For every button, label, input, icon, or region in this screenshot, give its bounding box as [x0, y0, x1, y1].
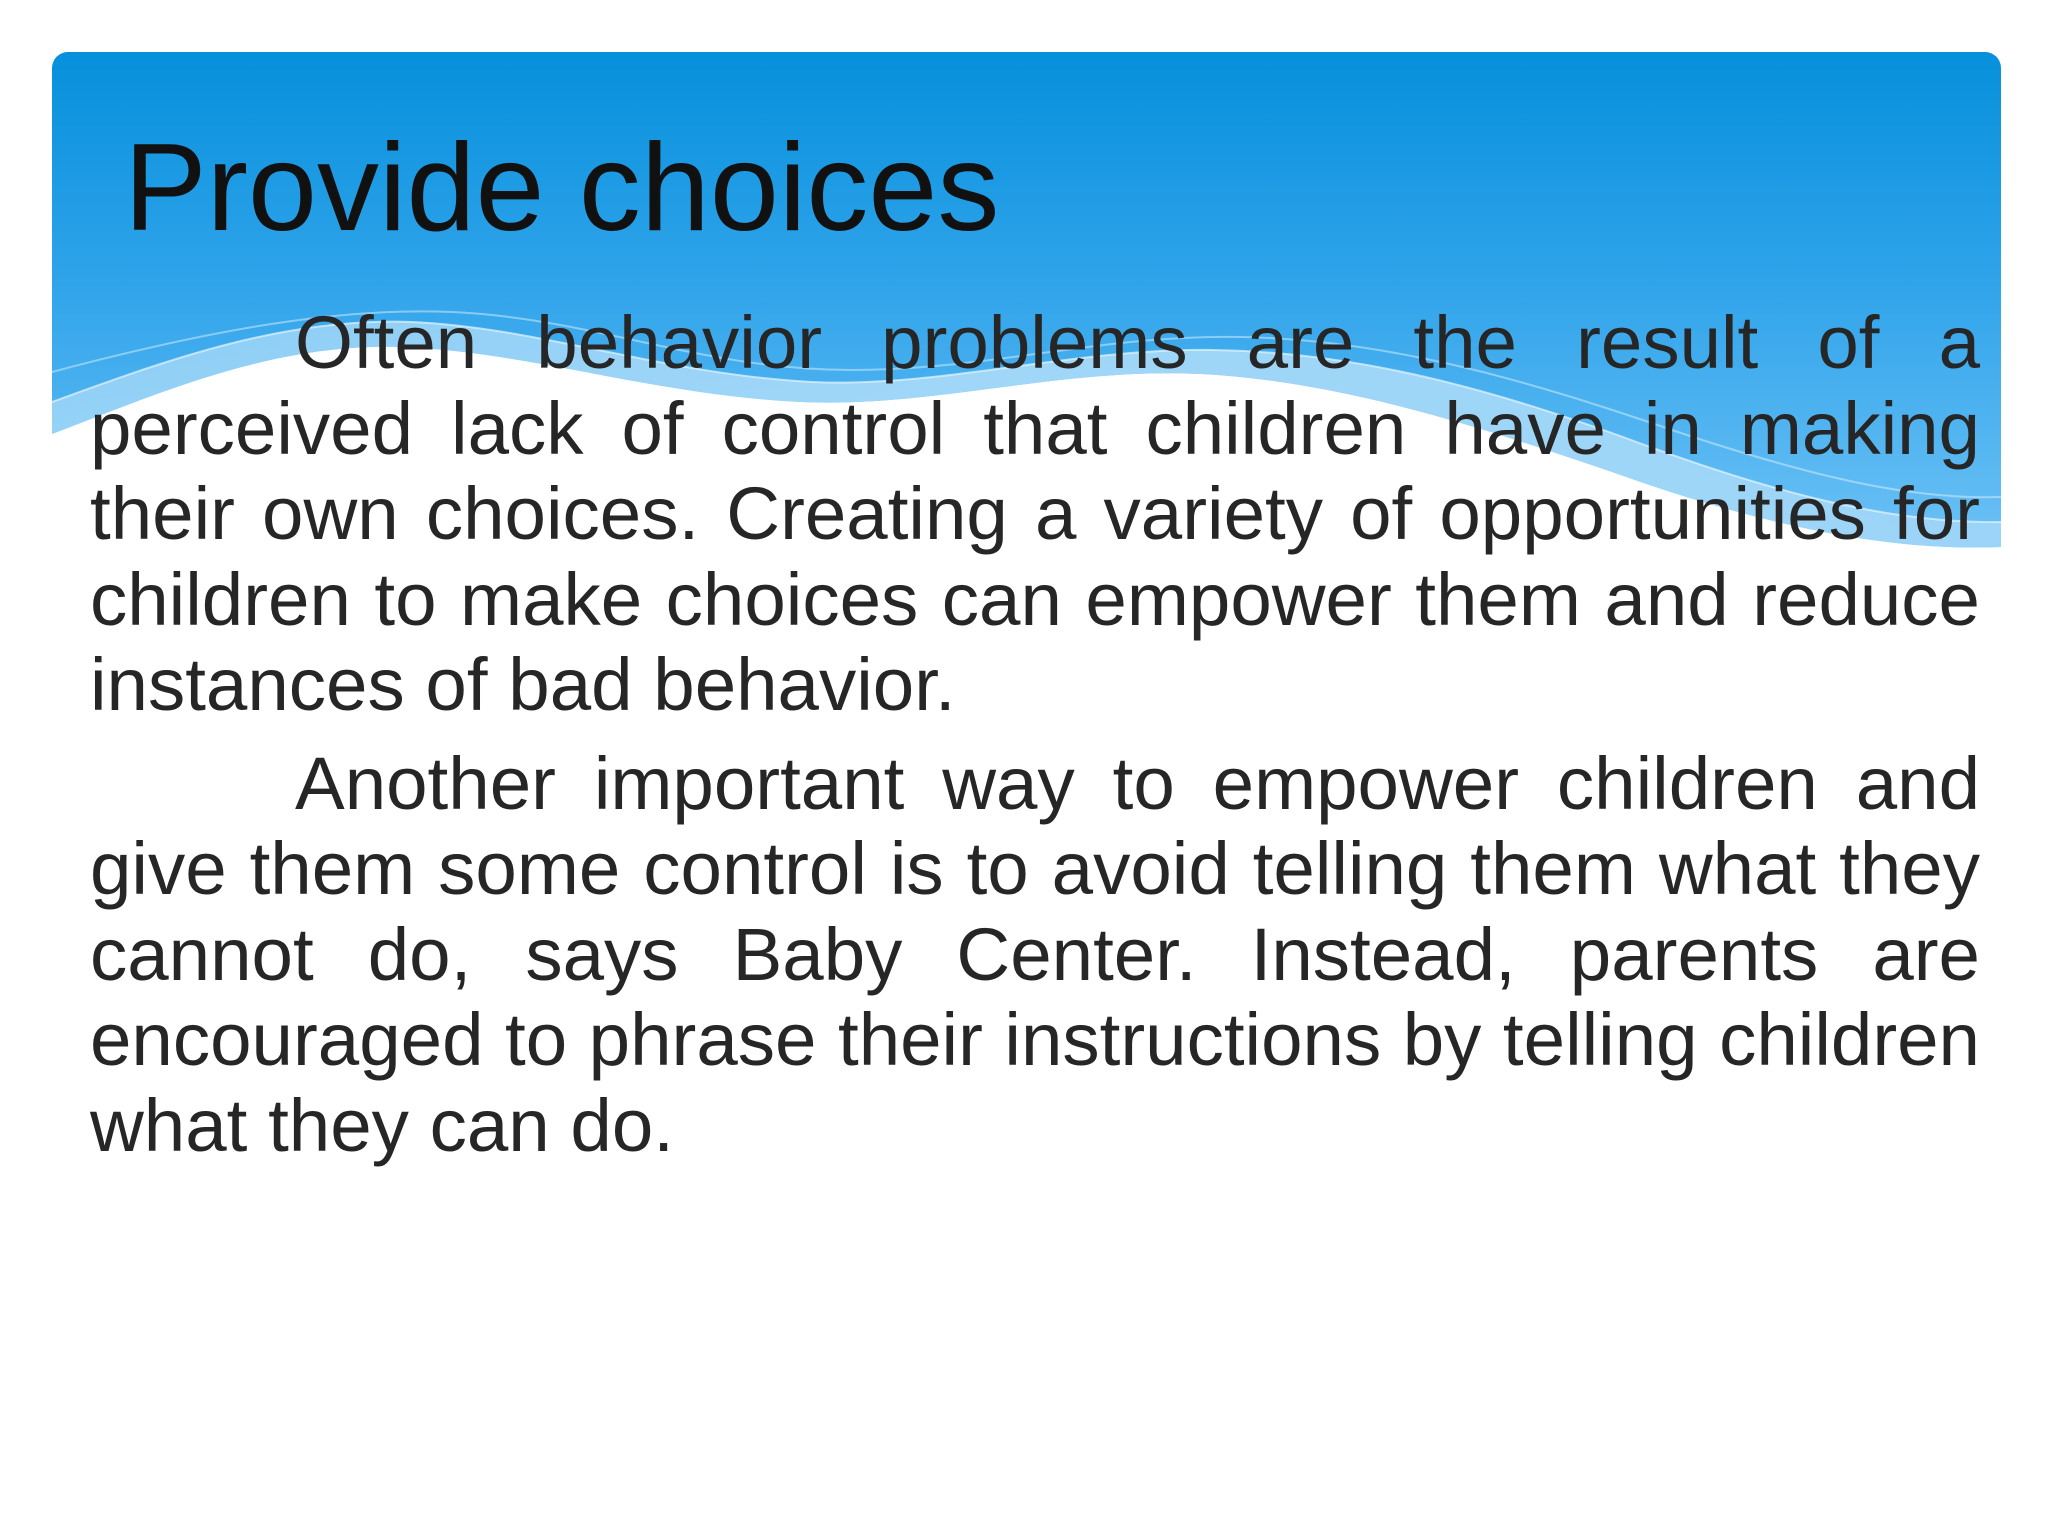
- body-paragraph: Another important way to empower children and give them some control is to avoid telling them what they cannot do, says Baby Center. Instead, parents are encouraged to phrase their instructions by telling children what they can do.: [90, 741, 1980, 1167]
- slide-body: [90, 300, 1980, 1168]
- body-paragraph: Often behavior problems are the result of a perceived lack of control that children have in making their own choices. Creating a variety of opportunities for children to make choices can empower them and reduce instances of bad behavior.: [90, 301, 1980, 726]
- slide-title: Provide choices: [124, 119, 1000, 257]
